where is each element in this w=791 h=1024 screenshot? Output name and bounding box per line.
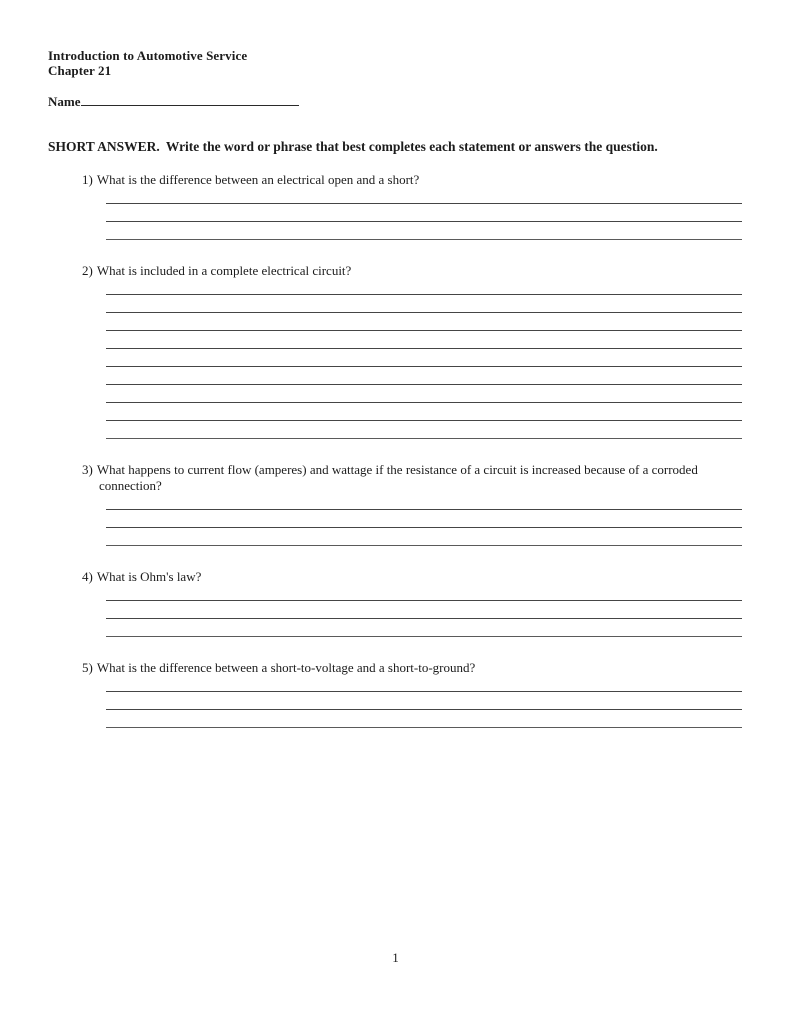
questions-list (48, 172, 742, 728)
question-block (48, 263, 742, 439)
instructions (48, 139, 742, 155)
answer-line (106, 601, 742, 619)
answer-line (106, 692, 742, 710)
answer-lines-group (106, 277, 742, 439)
answer-line (106, 583, 742, 601)
question-text: What is Ohm's law? (96, 569, 202, 584)
answer-line (106, 528, 742, 546)
answer-lines-group (106, 186, 742, 240)
name-blank-line (81, 94, 299, 106)
question-text: What is the difference between a short-to-voltage and a short-to-ground? (96, 660, 476, 675)
name-row (48, 94, 742, 109)
answer-line (106, 492, 742, 510)
question-block (48, 660, 742, 728)
answer-line (106, 403, 742, 421)
answer-lines-group (106, 674, 742, 728)
question-block (48, 569, 742, 637)
answer-line (106, 277, 742, 295)
question-number: 5) (82, 660, 93, 675)
name-label: Name (48, 94, 81, 109)
question-text: What happens to current flow (amperes) and wattage if the resistance of a circuit is increased because of a corroded connection? (96, 462, 698, 493)
document-header (48, 48, 742, 78)
answer-line (106, 674, 742, 692)
answer-line (106, 349, 742, 367)
page-number: 1 (392, 950, 399, 965)
answer-line (106, 331, 742, 349)
answer-line (106, 186, 742, 204)
answer-line (106, 313, 742, 331)
answer-line (106, 421, 742, 439)
instructions-body: Write the word or phrase that best completes each statement or answers the question. (165, 139, 658, 154)
question-number: 2) (82, 263, 93, 278)
question-text: What is the difference between an electrical open and a short? (96, 172, 420, 187)
answer-lines-group (106, 492, 742, 546)
answer-line (106, 222, 742, 240)
chapter-title: Chapter 21 (48, 63, 112, 78)
question-number: 1) (82, 172, 93, 187)
instructions-lead: SHORT ANSWER. (48, 139, 160, 154)
answer-line (106, 710, 742, 728)
answer-line (106, 510, 742, 528)
question-number: 4) (82, 569, 93, 584)
answer-lines-group (106, 583, 742, 637)
question-block (48, 172, 742, 240)
question-text: What is included in a complete electrical circuit? (96, 263, 352, 278)
question-number: 3) (82, 462, 93, 477)
answer-line (106, 204, 742, 222)
answer-line (106, 295, 742, 313)
answer-line (106, 385, 742, 403)
answer-line (106, 367, 742, 385)
question-text-row (82, 462, 719, 494)
answer-line (106, 619, 742, 637)
course-title: Introduction to Automotive Service (48, 48, 248, 63)
question-block (48, 462, 742, 546)
